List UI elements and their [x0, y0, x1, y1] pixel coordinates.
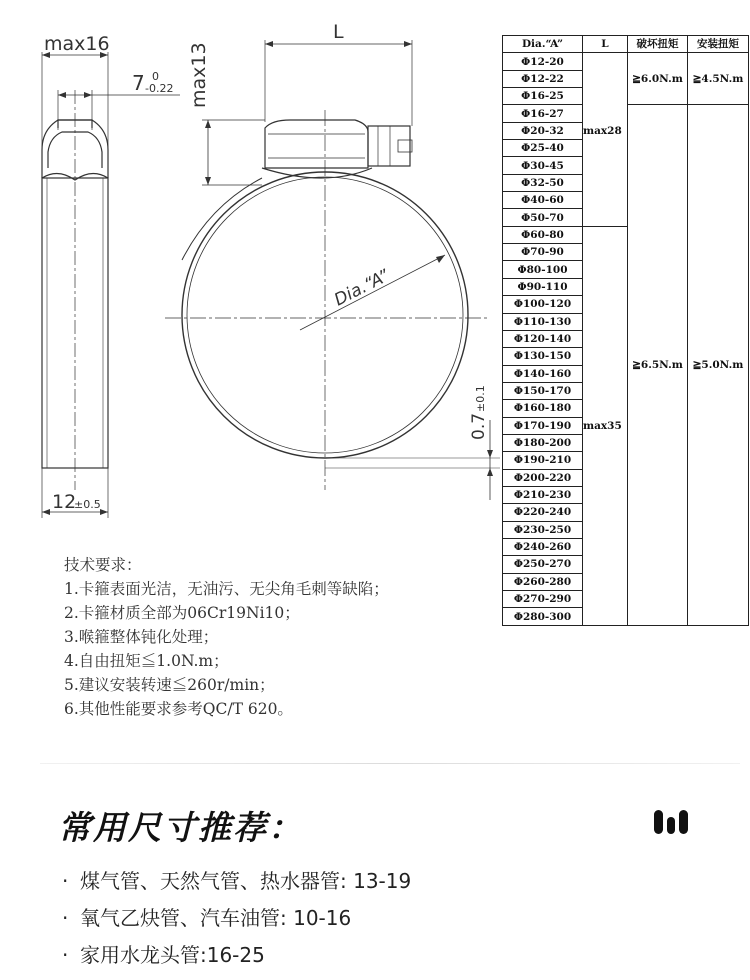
table-cell-dia: Φ25-40 — [503, 140, 583, 157]
dim-7-tol-upper: 0 — [152, 70, 159, 83]
table-cell-l: max28 — [583, 105, 628, 226]
list-item — [62, 863, 411, 900]
tech-item: 3.喉箍整体钝化处理； — [64, 628, 219, 646]
table-cell-dia: Φ150-170 — [503, 382, 583, 399]
recommend-title: 常用尺寸推荐： — [58, 808, 303, 847]
table-cell-dia: Φ12-20 — [503, 53, 583, 70]
table-cell-dia: Φ32-50 — [503, 174, 583, 191]
table-cell-dia: Φ60-80 — [503, 226, 583, 243]
table-cell-dia: Φ90-110 — [503, 278, 583, 295]
table-cell-dia: Φ80-100 — [503, 261, 583, 278]
tech-item: 2.卡箍材质全部为06Cr19Ni10； — [64, 604, 300, 622]
table-cell-dia: Φ130-150 — [503, 348, 583, 365]
table-cell-dia: Φ280-300 — [503, 608, 583, 625]
table-cell-l: max35 — [583, 226, 628, 625]
table-cell-dia: Φ40-60 — [503, 192, 583, 209]
table-cell-dia: Φ140-160 — [503, 365, 583, 382]
bars-icon — [652, 808, 692, 836]
dim-12: 12 — [52, 491, 77, 513]
dim-max13: max13 — [188, 42, 210, 108]
table-cell-l-blank — [583, 53, 628, 105]
section-divider — [40, 763, 740, 764]
table-cell-dia: Φ250-270 — [503, 556, 583, 573]
tech-item: 5.建议安装转速≦260r/min； — [64, 676, 275, 694]
hose-clamp-drawing — [0, 0, 500, 540]
list-item — [62, 900, 411, 937]
table-cell-dia: Φ16-27 — [503, 105, 583, 122]
table-cell-dia: Φ190-210 — [503, 452, 583, 469]
table-cell-dia: Φ220-240 — [503, 504, 583, 521]
table-cell-install-torque: ≧5.0N.m — [688, 105, 749, 625]
table-cell-dia: Φ170-190 — [503, 417, 583, 434]
dim-12-tol: ±0.5 — [74, 498, 101, 511]
header-install-torque: 安装扭矩 — [688, 36, 749, 53]
table-cell-dia: Φ30-45 — [503, 157, 583, 174]
tech-item: 6.其他性能要求参考QC/T 620。 — [64, 700, 293, 718]
list-item-text: 家用水龙头管:16-25 — [80, 943, 265, 967]
dim-7-tol-lower: -0.22 — [145, 82, 174, 95]
header-break-torque: 破坏扭矩 — [628, 36, 688, 53]
table-cell-dia: Φ260-280 — [503, 573, 583, 590]
table-cell-dia: Φ20-32 — [503, 122, 583, 139]
table-cell-dia: Φ200-220 — [503, 469, 583, 486]
header-dia: Dia.“A” — [503, 36, 583, 53]
table-cell-install-torque: ≧4.5N.m — [688, 53, 749, 105]
table-cell-dia: Φ240-260 — [503, 538, 583, 555]
table-cell-dia: Φ16-25 — [503, 88, 583, 105]
dim-L: L — [333, 21, 344, 43]
tech-item: 4.自由扭矩≦1.0N.m； — [64, 652, 229, 670]
dim-max16: max16 — [44, 33, 110, 55]
dim-0-7: 0.7 — [469, 412, 489, 440]
table-cell-break-torque: ≧6.5N.m — [628, 105, 688, 625]
table-cell-dia: Φ230-250 — [503, 521, 583, 538]
table-cell-break-torque: ≧6.0N.m — [628, 53, 688, 105]
tech-requirements — [64, 553, 389, 721]
table-cell-dia: Φ50-70 — [503, 209, 583, 226]
bullet: · — [62, 943, 69, 967]
tech-item: 1.卡箍表面光洁，无油污、无尖角毛刺等缺陷； — [64, 580, 389, 598]
dim-dia-a: Dia.“A” — [331, 266, 393, 311]
spec-table — [502, 35, 749, 626]
table-cell-dia: Φ160-180 — [503, 400, 583, 417]
header-l: L — [583, 36, 628, 53]
bullet: · — [62, 869, 69, 893]
table-cell-dia: Φ120-140 — [503, 330, 583, 347]
list-item — [62, 937, 411, 974]
tech-title: 技术要求： — [64, 556, 142, 574]
dim-7: 7 — [132, 71, 145, 95]
table-cell-dia: Φ210-230 — [503, 486, 583, 503]
bullet: · — [62, 906, 69, 930]
table-cell-dia: Φ12-22 — [503, 70, 583, 87]
table-cell-dia: Φ270-290 — [503, 591, 583, 608]
list-item-text: 煤气管、天然气管、热水器管: 13-19 — [80, 869, 412, 893]
table-cell-dia: Φ110-130 — [503, 313, 583, 330]
list-item-text: 氧气乙炔管、汽车油管: 10-16 — [80, 906, 352, 930]
table-cell-dia: Φ100-120 — [503, 296, 583, 313]
dim-0-7-tol: ±0.1 — [474, 385, 487, 412]
table-cell-dia: Φ180-200 — [503, 434, 583, 451]
table-cell-dia: Φ70-90 — [503, 244, 583, 261]
recommend-list — [62, 863, 411, 974]
